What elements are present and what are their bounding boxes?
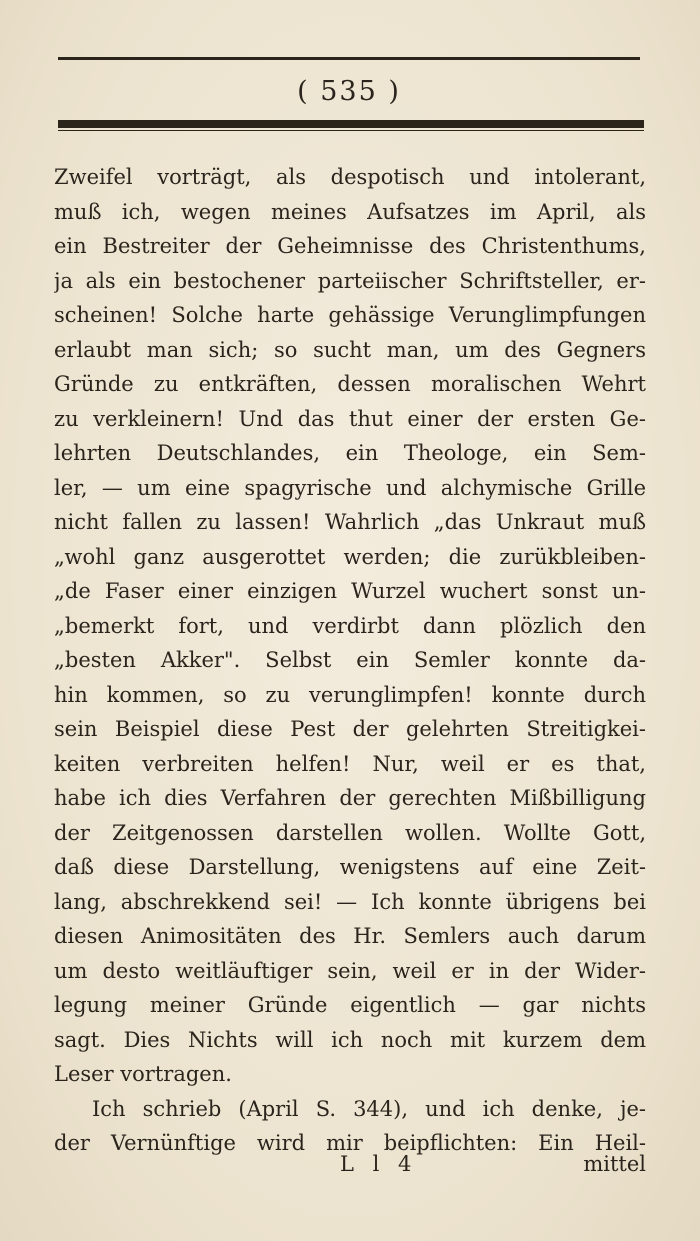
- text-line: erlaubt man sich; so sucht man, um des Gegners: [54, 337, 646, 362]
- text-line: sagt. Dies Nichts will ich noch mit kurzem dem: [54, 1027, 646, 1052]
- text-line: lehrten Deutschlandes, ein Theologe, ein Sem-: [54, 441, 646, 465]
- text-line: „wohl ganz ausgerottet werden; die zurükbleiben-: [54, 544, 646, 569]
- text-line: um desto weitläuftiger sein, weil er in der Wider-: [54, 958, 646, 983]
- text-line: Gründe zu entkräften, dessen moralischen Wehrt: [54, 372, 646, 396]
- header-top-rule: [58, 57, 640, 60]
- text-line: scheinen! Solche harte gehässige Verunglimpfungen: [54, 303, 646, 327]
- text-line: „besten Akker". Selbst ein Semler konnte da-: [54, 648, 646, 672]
- text-line: ein Bestreiter der Geheimnisse des Christenthums,: [54, 234, 646, 258]
- signature-mark: L l 4: [340, 1152, 418, 1176]
- text-line: der Zeitgenossen darstellen wollen. Wollte Gott,: [54, 820, 646, 845]
- text-line: Ich schrieb (April S. 344), und ich denke, je-: [92, 1096, 646, 1121]
- text-line: diesen Animositäten des Hr. Semlers auch darum: [54, 924, 646, 948]
- header-thin-rule: [58, 130, 644, 131]
- text-line: daß diese Darstellung, wenigstens auf eine Zeit-: [54, 855, 646, 879]
- header-thick-rule: [58, 120, 644, 128]
- text-line: Leser vortragen.: [54, 1062, 232, 1086]
- text-line: Zweifel vorträgt, als despotisch und intolerant,: [54, 165, 646, 189]
- text-line: zu verkleinern! Und das thut einer der ersten Ge-: [54, 406, 646, 431]
- text-line: lang, abschrekkend sei! — Ich konnte übrigens bei: [54, 889, 646, 914]
- page-footer: [54, 1146, 646, 1182]
- text-line: habe ich dies Verfahren der gerechten Mißbilligung: [54, 786, 646, 810]
- body-text: [54, 160, 646, 1161]
- text-line: hin kommen, so zu verunglimpfen! konnte durch: [54, 682, 646, 707]
- text-line: sein Beispiel diese Pest der gelehrten Streitigkei-: [54, 717, 646, 741]
- text-line: der Vernünftige wird mir beipflichten: Ein Heil-: [54, 1131, 646, 1155]
- text-line: „bemerkt fort, und verdirbt dann plözlich den: [54, 613, 646, 638]
- text-line: nicht fallen zu lassen! Wahrlich „das Unkraut muß: [54, 510, 646, 534]
- page-number: ( 535 ): [297, 76, 401, 107]
- text-line: ler, — um eine spagyrische und alchymische Grille: [54, 475, 646, 500]
- text-line: ja als ein bestochener parteiischer Schriftsteller, er-: [54, 268, 646, 293]
- text-line: „de Faser einer einzigen Wurzel wuchert sonst un-: [54, 579, 646, 603]
- text-line: legung meiner Gründe eigentlich — gar nichts: [54, 993, 646, 1017]
- text-line: keiten verbreiten helfen! Nur, weil er es that,: [54, 751, 646, 776]
- catchword: mittel: [583, 1152, 646, 1176]
- text-line: muß ich, wegen meines Aufsatzes im April, als: [54, 199, 646, 224]
